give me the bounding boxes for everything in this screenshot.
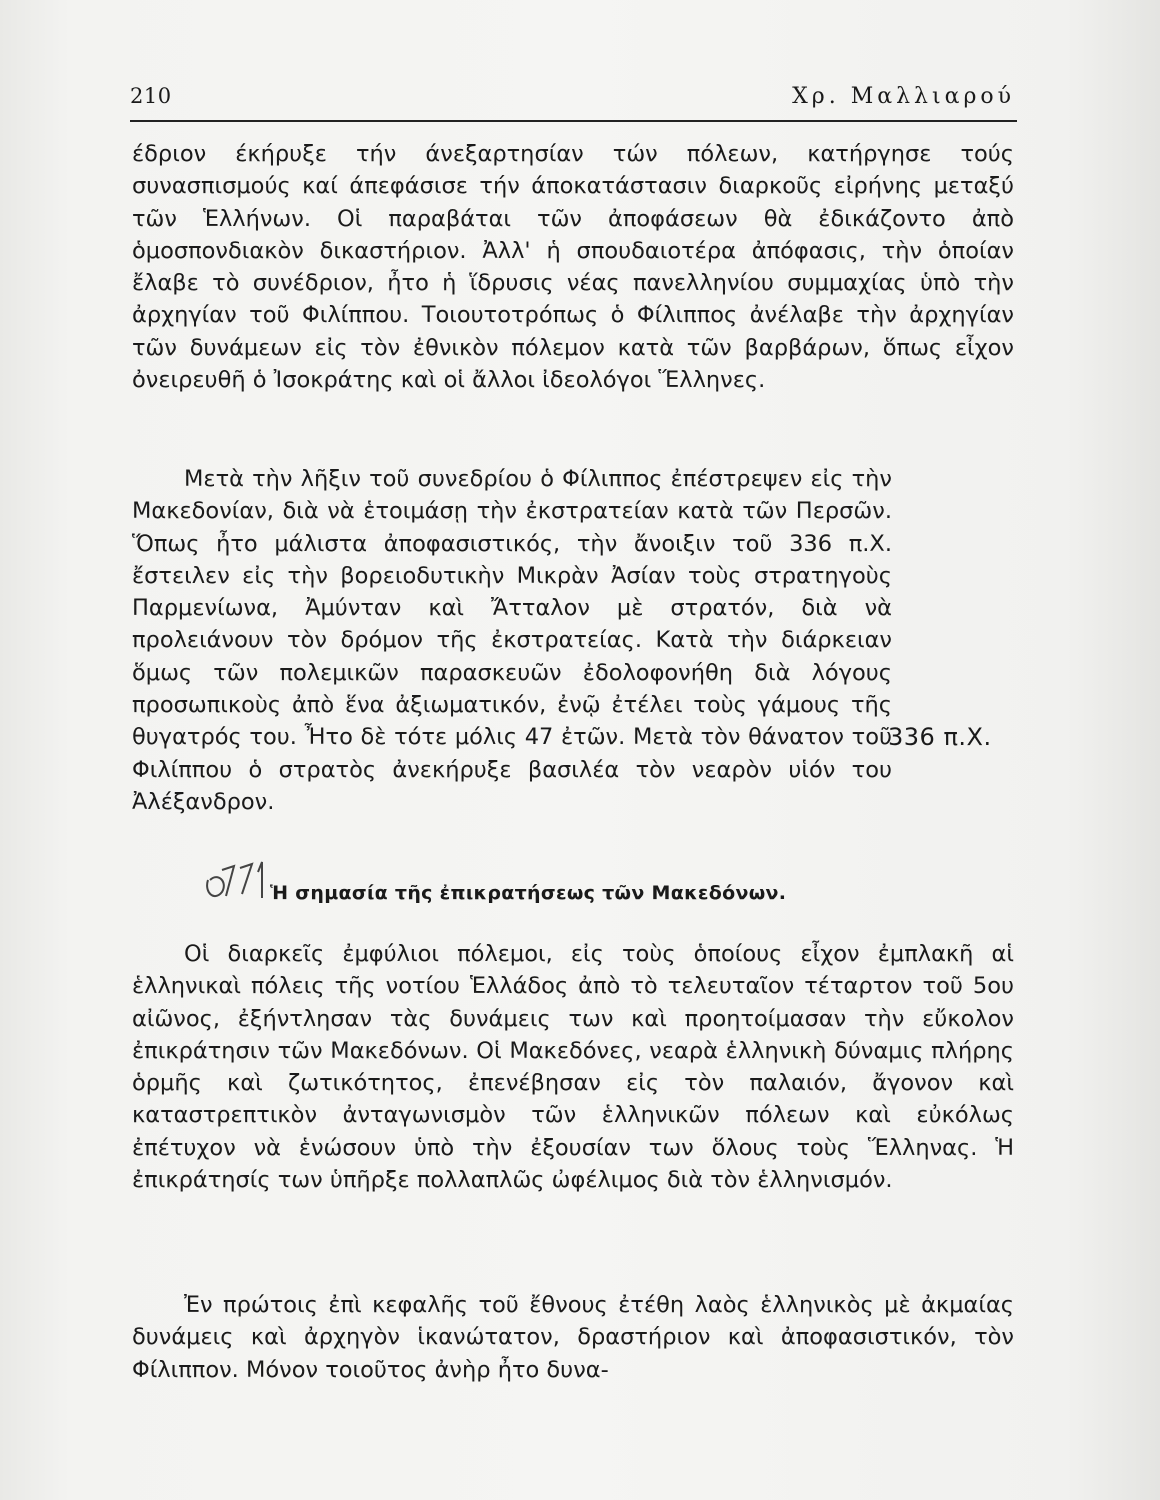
page-header bbox=[130, 80, 1017, 122]
paragraph-3 bbox=[132, 938, 1014, 1196]
section-heading: Ἡ σημασία τῆς ἐπικρατήσεως τῶν Μακεδόνων. bbox=[270, 882, 787, 904]
page-number: 210 bbox=[130, 84, 172, 108]
paragraph-1 bbox=[132, 138, 1014, 396]
paragraph-3-text: Οἱ διαρκεῖς ἐμφύλιοι πόλεμοι, εἰς τοὺς ὁποίους εἶχον ἐμπλακῆ αἱ ἑλληνικαὶ πόλεις τῆς νοτίου Ἑλλάδος ἀπὸ τὸ τελευταῖον τέταρτον τοῦ 5ου αἰῶνος, ἐξήντλησαν τὰς δυνάμεις των καὶ προητοίμασαν τὴν εὔκολον ἐπικράτησιν τῶν Μακεδόνων. Οἱ Μακεδόνες, νεαρὰ ἑλληνικὴ δύναμις πλήρης ὁρμῆς καὶ ζωτικότητος, ἐπενέβησαν εἰς τὸν παλαιόν, ἄγονον καὶ καταστρεπτικὸν ἀνταγωνισμὸν τῶν ἑλληνικῶν πόλεων καὶ εὐκόλως ἐπέτυχον νὰ ἑνώσουν ὑπὸ τὴν ἐξουσίαν των ὅλους τοὺς Ἕλληνας. Ἡ ἐπικράτησίς των ὑπῆρξε πολλαπλῶς ὠφέλιμος διὰ τὸν ἑλληνισμόν. bbox=[132, 941, 1014, 1194]
paragraph-1-text: έδριον έκήρυξε τήν άνεξαρτησίαν τών πόλεων, κατήργησε τούς συνασπισμούς καί άπεφάσισε τήν άποκατάστασιν διαρκοῦς εἰρήνης μεταξύ τῶν Ἑλλήνων. Οἱ παραβάται τῶν ἀποφάσεων θὰ ἐδικάζοντο ἀπὸ ὁμοσπονδιακὸν δικαστήριον. Ἀλλ' ἡ σπουδαιοτέρα ἀπόφασις, τὴν ὁποίαν ἔλαβε τὸ συνέδριον, ἦτο ἡ ἵδρυσις νέας πανελληνίου συμμαχίας ὑπὸ τὴν ἀρχηγίαν τοῦ Φιλίππου. Τοιουτοτρόπως ὁ Φίλιππος ἀνέλαβε τὴν ἀρχηγίαν τῶν δυνάμεων εἰς τὸν ἐθνικὸν πόλεμον κατὰ τῶν βαρβάρων, ὅπως εἶχον ὀνειρευθῆ ὁ Ἰσοκράτης καὶ οἱ ἄλλοι ἰδεολόγοι Ἕλληνες. bbox=[132, 141, 1014, 394]
paragraph-4 bbox=[132, 1289, 1014, 1386]
paragraph-2-text: Μετὰ τὴν λῆξιν τοῦ συνεδρίου ὁ Φίλιππος ἐπέστρεψεν εἰς τὴν Μακεδονίαν, διὰ νὰ ἑτοιμάσῃ τὴν ἐκστρατείαν κατὰ τῶν Περσῶν. Ὅπως ἦτο μάλιστα ἀποφασιστικός, τὴν ἄνοιξιν τοῦ 336 π.Χ. ἔστειλεν εἰς τὴν βορειοδυτικὴν Μικρὰν Ἀσίαν τοὺς στρατηγοὺς Παρμενίωνα, Ἀμύνταν καὶ Ἄτταλον μὲ στρατόν, διὰ νὰ προλειάνουν τὸν δρόμον τῆς ἐκστρατείας. Κατὰ τὴν διάρκειαν ὅμως τῶν πολεμικῶν παρασκευῶν ἐδολοφονήθη διὰ λόγους προσωπικοὺς ἀπὸ ἕνα ἀξιωματικόν, ἐνῷ ἐτέλει τοὺς γάμους τῆς θυγατρός του. Ἦτο δὲ τότε μόλις 47 ἐτῶν. Μετὰ τὸν θάνατον τοῦ Φιλίππου ὁ στρατὸς ἀνεκήρυξε βασιλέα τὸν νεαρὸν υἱόν του Ἀλέξανδρον. bbox=[132, 466, 892, 815]
paragraph-4-text: Ἐν πρώτοις ἐπὶ κεφαλῆς τοῦ ἔθνους ἐτέθη λαὸς ἑλληνικὸς μὲ ἀκμαίας δυνάμεις καὶ ἀρχηγὸν ἱκανώτατον, δραστήριον καὶ ἀποφασιστικόν, τὸν Φίλιππον. Μόνον τοιοῦτος ἀνὴρ ἦτο δυνα- bbox=[132, 1292, 1014, 1383]
handwritten-mark bbox=[200, 858, 270, 908]
margin-date-note: 336 π.Χ. bbox=[888, 723, 992, 751]
paragraph-2 bbox=[132, 463, 892, 818]
running-head-author: Χρ. Μαλλιαρού bbox=[792, 84, 1015, 109]
